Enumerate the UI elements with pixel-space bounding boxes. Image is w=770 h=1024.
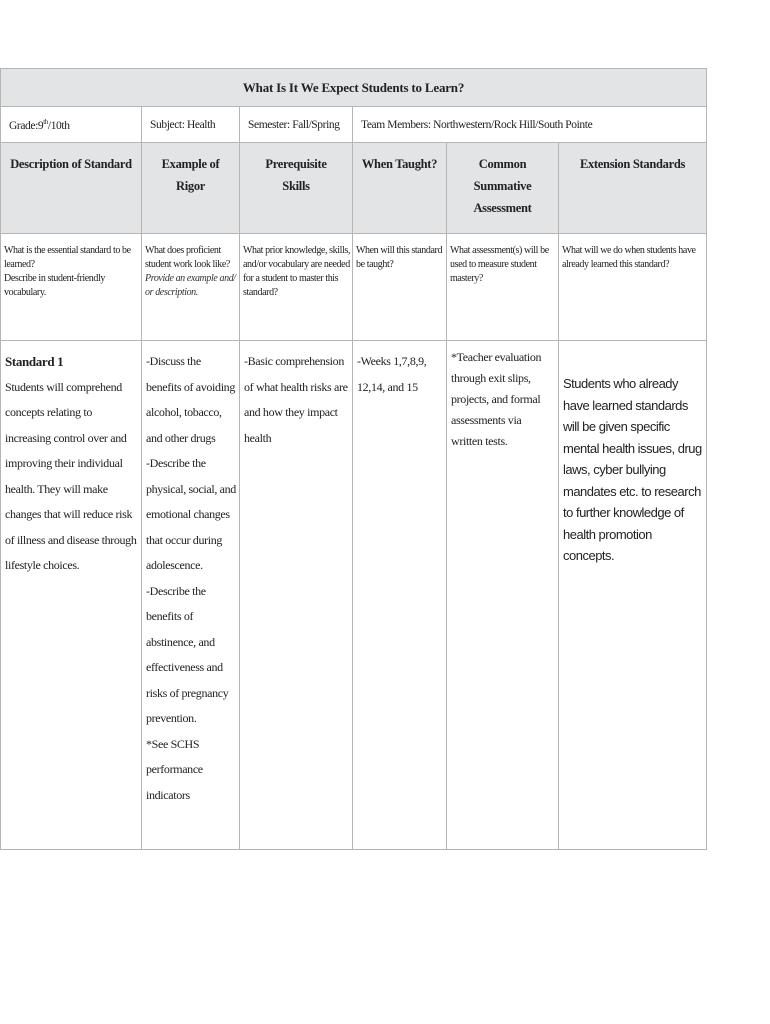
prerequisite-cell: -Basic comprehension of what health risks are and how they impact health xyxy=(240,341,353,850)
extension-cell: Students who already have learned standards will be given specific mental health issues, drug laws, cyber bullying mandates etc. to research to further knowledge of health promotion concepts. xyxy=(559,341,707,850)
header-description: Description of Standard xyxy=(1,143,142,234)
meta-row xyxy=(1,107,707,143)
header-extension: Extension Standards xyxy=(559,143,707,234)
question-example: What does proficient student work look like? xyxy=(145,245,230,270)
standards-table xyxy=(0,68,707,850)
grade-prefix: Grade:9 xyxy=(9,119,44,132)
common-assessment-cell: *Teacher evaluation through exit slips, projects, and formal assessments via written tests. xyxy=(447,341,559,850)
question-common: What assessment(s) will be used to measure student mastery? xyxy=(447,234,559,341)
standard-cell xyxy=(1,341,142,850)
guiding-questions-row xyxy=(1,234,707,341)
semester-cell: Semester: Fall/Spring xyxy=(240,107,353,143)
example-cell: -Discuss the benefits of avoiding alcohol, tobacco, and other drugs -Describe the physical, social, and emotional changes that occur during adolescence. -Describe the benefits of abstinence, and effectiveness and risks of pregnancy prevention. *See SCHS performance indicators xyxy=(142,341,240,850)
question-example-italic: Provide an example and/ or description. xyxy=(145,273,236,298)
title-row xyxy=(1,69,707,107)
standard-title: Standard 1 xyxy=(5,354,64,369)
header-common-assessment: Common Summative Assessment xyxy=(447,143,559,234)
subject-cell: Subject: Health xyxy=(142,107,240,143)
grade-superscript: th xyxy=(43,117,48,126)
question-example-cell xyxy=(142,234,240,341)
question-description: What is the essential standard to be learned? Describe in student-friendly vocabulary. xyxy=(1,234,142,341)
header-row xyxy=(1,143,707,234)
header-when-taught: When Taught? xyxy=(353,143,447,234)
when-taught-cell: -Weeks 1,7,8,9, 12,14, and 15 xyxy=(353,341,447,850)
team-members-cell: Team Members: Northwestern/Rock Hill/South Pointe xyxy=(353,107,707,143)
grade-suffix: /10th xyxy=(47,119,70,132)
grade-cell xyxy=(1,107,142,143)
question-when: When will this standard be taught? xyxy=(353,234,447,341)
question-prerequisite: What prior knowledge, skills, and/or vocabulary are needed for a student to master this standard? xyxy=(240,234,353,341)
question-extension: What will we do when students have already learned this standard? xyxy=(559,234,707,341)
header-prerequisite: Prerequisite Skills xyxy=(240,143,353,234)
header-example: Example of Rigor xyxy=(142,143,240,234)
standard-row xyxy=(1,341,707,850)
standard-text: Students will comprehend concepts relating to increasing control over and improving their individual health. They will make changes that will reduce risk of illness and disease through lifestyle choices. xyxy=(5,379,137,572)
table-title: What Is It We Expect Students to Learn? xyxy=(1,69,707,107)
